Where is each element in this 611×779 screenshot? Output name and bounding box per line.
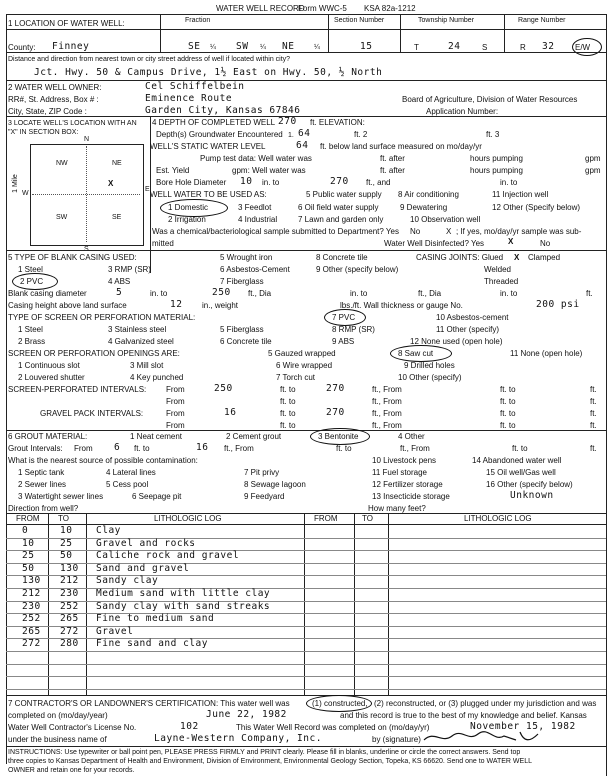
spi-ft-to: ft. to <box>280 385 296 394</box>
use-5: 5 Public water supply <box>306 190 382 199</box>
owner-name: Cel Schiffelbein <box>145 81 245 92</box>
gp-ft-from: ft., From <box>372 409 402 418</box>
gp2-from-label: From <box>166 421 185 430</box>
casing-1: 1 Steel <box>18 265 43 274</box>
range-number-label: Range Number <box>518 17 566 24</box>
owner-city: Garden City, Kansas 67846 <box>145 105 301 116</box>
bore-ft: ft., and <box>366 178 391 187</box>
groundwater-3-label: ft. 3 <box>486 130 500 139</box>
grout-4: 4 Other <box>398 432 425 441</box>
yield-label: Est. Yield <box>156 166 190 175</box>
screen-11: 11 Other (specify) <box>436 325 499 334</box>
quarter-3: NE <box>282 41 295 52</box>
location-label: 1 LOCATION OF WATER WELL: <box>8 19 125 28</box>
range-value: 32 <box>542 41 555 52</box>
opening-5: 5 Gauzed wrapped <box>268 349 336 358</box>
contam-4: 4 Lateral lines <box>106 468 156 477</box>
gi-ft-from: ft., From <box>224 444 254 453</box>
blank-ft2: ft. <box>586 289 593 298</box>
gi-value1: 6 <box>114 442 121 453</box>
signature-label: by (signature) <box>372 735 421 744</box>
owner-label: 2 WATER WELL OWNER: <box>8 83 102 92</box>
casing-5: 5 Wrought iron <box>220 253 273 262</box>
ksa-ref: KSA 82a-1212 <box>364 4 416 13</box>
business-label: under the business name of <box>8 735 107 744</box>
license-value: 102 <box>180 721 199 732</box>
instructions-3: OWNER and retain one for your records. <box>8 767 135 774</box>
gi-ft-from2: ft., From <box>400 444 430 453</box>
use-11: 11 Injection well <box>492 190 549 199</box>
bore-to: 270 <box>330 176 349 187</box>
ew-circle <box>572 38 602 56</box>
screen-9: 9 ABS <box>332 337 355 346</box>
log-description-cell: Medium sand with little clay <box>96 588 271 599</box>
use-2: 2 Irrigation <box>168 215 206 224</box>
section-box <box>30 144 144 246</box>
casing-label: 5 TYPE OF BLANK CASING USED: <box>8 253 137 262</box>
log-from-cell: 25 <box>22 550 35 562</box>
log-to-cell: 265 <box>60 613 79 625</box>
fraction-label: Fraction <box>185 17 211 24</box>
distance-value: Jct. Hwy. 50 & Campus Drive, 1½ East on Hwy. 50, ½ North <box>34 67 383 78</box>
use-4: 4 Industrial <box>238 215 278 224</box>
quarter-mark: ¼ <box>314 44 320 51</box>
casing-2: 2 PVC <box>20 277 44 286</box>
groundwater-label: Depth(s) Groundwater Encountered <box>156 130 283 139</box>
township-s: S <box>482 43 488 52</box>
opening-9: 9 Drilled holes <box>404 361 455 370</box>
cert-line1-rest: (2) reconstructed, or (3) plugged under my jurisdiction and was <box>374 699 597 708</box>
log-to-header: TO <box>58 514 69 523</box>
contam-14: 14 Abandoned water well <box>472 456 562 465</box>
openings-label: SCREEN OR PERFORATION OPENINGS ARE: <box>8 349 180 358</box>
spi2-ft-to2: ft. to <box>500 397 516 406</box>
log-from-cell: 0 <box>22 525 29 536</box>
county-value: Finney <box>52 41 90 52</box>
use-1: 1 Domestic <box>168 203 209 212</box>
cert-line1: 7 CONTRACTOR'S OR LANDOWNER'S CERTIFICATION: This water well was <box>8 699 290 708</box>
range-r: R <box>520 43 526 52</box>
use-3: 3 Feedlot <box>238 203 272 212</box>
screen-4: 4 Galvanized steel <box>108 337 174 346</box>
chem-sample: Was a chemical/bacteriological sample submitted to Department? Yes <box>152 227 399 236</box>
gp-to: 270 <box>326 407 345 418</box>
blank-label: Blank casing diameter <box>8 289 87 298</box>
opening-2: 2 Louvered shutter <box>18 373 85 382</box>
spi-from: 250 <box>214 383 233 394</box>
license-label: Water Well Contractor's License No. <box>8 723 137 732</box>
spi2-from-label: From <box>166 397 185 406</box>
spi-ft: ft. <box>590 385 597 394</box>
contam-1: 1 Septic tank <box>18 468 65 477</box>
contam-3: 3 Watertight sewer lines <box>18 492 104 501</box>
bore-label: Bore Hole Diameter <box>156 178 227 187</box>
log-from-cell: 130 <box>22 575 41 587</box>
contam-15: 15 Oil well/Gas well <box>486 468 556 477</box>
log-from-cell: 272 <box>22 638 41 650</box>
log-description-cell: Sandy clay <box>96 575 159 587</box>
spi-from-label: From <box>166 385 185 394</box>
distance-label: Distance and direction from nearest town or city street address of well if located within city? <box>8 56 291 63</box>
blank-to-value: 250 <box>212 287 231 298</box>
section-number-label: Section Number <box>334 17 385 24</box>
opening-7: 7 Torch cut <box>276 373 315 382</box>
blank-to: in. to <box>150 289 168 298</box>
log-to-cell: 25 <box>60 537 73 549</box>
contam-7: 7 Pit privy <box>244 468 280 477</box>
screen-1: 1 Steel <box>18 325 43 334</box>
use-12: 12 Other (Specify below) <box>492 203 581 212</box>
west-label: W <box>22 190 29 197</box>
casing-6: 6 Asbestos-Cement <box>220 265 290 274</box>
log-from-cell: 212 <box>22 588 41 599</box>
nw-label: NW <box>56 160 68 167</box>
log-from-header: FROM <box>16 514 40 523</box>
chem-x: X <box>446 227 452 236</box>
gi-to: ft. to <box>134 444 150 453</box>
gp2-ft-to: ft. to <box>280 421 296 430</box>
location-x-mark: X <box>108 179 114 188</box>
log-from-cell: 10 <box>22 537 35 549</box>
section-value: 15 <box>360 41 373 52</box>
north-label: N <box>84 136 90 143</box>
use-9: 9 Dewatering <box>400 203 448 212</box>
use-6: 6 Oil field water supply <box>298 203 379 212</box>
log-from-header-2: FROM <box>314 514 338 523</box>
height-value: 12 <box>170 299 183 310</box>
screen-6: 6 Concrete tile <box>220 337 272 346</box>
owner-address: Eminence Route <box>145 93 233 104</box>
log-to-cell: 212 <box>60 575 79 587</box>
casing-3: 3 RMP (SR) <box>108 265 151 274</box>
casing-4: 4 ABS <box>108 277 131 286</box>
opening-6: 6 Wire wrapped <box>276 361 333 370</box>
bore-value: 10 <box>240 176 253 187</box>
log-from-cell: 230 <box>22 600 41 612</box>
business-name: Layne-Western Company, Inc. <box>154 733 322 744</box>
grout-intervals-label: Grout Intervals: <box>8 444 63 453</box>
gp-label: GRAVEL PACK INTERVALS: <box>40 409 144 418</box>
south-label: S <box>84 246 89 253</box>
quarter-2: SW <box>236 41 249 52</box>
spi2-ft-to: ft. to <box>280 397 296 406</box>
opening-10: 10 Other (specify) <box>398 373 462 382</box>
blank-in2: in. to <box>500 289 518 298</box>
weight-rest: lbs./ft. Wall thickness or gauge No. <box>340 301 463 310</box>
township-value: 24 <box>448 41 461 52</box>
weight-label: in., weight <box>202 301 239 310</box>
chem-rest: ; If yes, mo/day/yr sample was sub- <box>456 227 582 236</box>
spi-label: SCREEN-PERFORATED INTERVALS: <box>8 385 147 394</box>
casing-8: 8 Concrete tile <box>316 253 368 262</box>
yield-rest: gpm: Well water was <box>232 166 306 175</box>
log-litho-header: LITHOLOGIC LOG <box>154 514 222 523</box>
ne-label: NE <box>112 160 122 167</box>
range-ew: E/W <box>575 43 591 52</box>
contam-5: 5 Cess pool <box>106 480 149 489</box>
bore-in2: in. to <box>500 178 518 187</box>
log-description-cell: Sand and gravel <box>96 562 190 574</box>
yield-gpm: gpm <box>585 166 601 175</box>
board-label: Board of Agriculture, Division of Water Resources <box>402 95 578 104</box>
elevation-label: ft. ELEVATION: <box>310 118 365 127</box>
gp-from: 16 <box>224 407 237 418</box>
bore-in: in. to <box>262 178 280 187</box>
log-description-cell: Caliche rock and gravel <box>96 550 240 562</box>
depth-label: 4 DEPTH OF COMPLETED WELL <box>152 118 276 127</box>
screen-5: 5 Fiberglass <box>220 325 264 334</box>
signature-graphic <box>420 728 550 746</box>
howmany-label: How many feet? <box>368 504 426 513</box>
township-t: T <box>414 43 419 52</box>
blank-in: in. to <box>350 289 368 298</box>
quarter-1: SE <box>188 41 201 52</box>
use-8: 8 Air conditioning <box>398 190 459 199</box>
application-number-label: Application Number: <box>426 107 499 116</box>
log-to-cell: 252 <box>60 600 79 612</box>
cert-completed-label: completed on (mo/day/year) <box>8 711 108 720</box>
log-description-cell: Fine sand and clay <box>96 638 208 650</box>
blank-dia: ft., Dia <box>248 289 272 298</box>
casing-7: 7 Fiberglass <box>220 277 264 286</box>
address-label: RR#, St. Address, Box # : <box>8 95 99 104</box>
gp-ft-to2: ft. to <box>500 409 516 418</box>
contam-16: 16 Other (specify below) <box>486 480 573 489</box>
contam-12: 12 Fertilizer storage <box>372 480 443 489</box>
gp2-ft-to2: ft. to <box>500 421 516 430</box>
gp-from-label: From <box>166 409 185 418</box>
county-label: County: <box>8 43 36 52</box>
contam-13: 13 Insecticide storage <box>372 492 450 501</box>
city-label: City, State, ZIP Code : <box>8 107 87 116</box>
static-label: WELL'S STATIC WATER LEVEL <box>150 142 266 151</box>
disinfected-label: Water Well Disinfected? Yes <box>384 239 485 248</box>
instructions-2: three copies to Kansas Department of Health and Environment, Division of Environment, Environmental Geology Section, Topeka, KS 66620. Send one to WATER WELL <box>8 758 532 765</box>
spi2-ft: ft. <box>590 397 597 406</box>
use-10: 10 Observation well <box>410 215 481 224</box>
direction-label: Direction from well? <box>8 504 79 513</box>
screen-label: TYPE OF SCREEN OR PERFORATION MATERIAL: <box>8 313 196 322</box>
screen-10: 10 Asbestos-cement <box>436 313 509 322</box>
pump-hours: hours pumping <box>470 154 523 163</box>
contam-2: 2 Sewer lines <box>18 480 67 489</box>
spi-ft-from: ft., From <box>372 385 402 394</box>
yield-after: ft. after <box>380 166 405 175</box>
quarter-mark: ¼ <box>210 44 216 51</box>
cert-date: June 22, 1982 <box>206 709 287 720</box>
screen-12: 12 None used (open hole) <box>410 337 503 346</box>
quarter-mark: ¼ <box>260 44 266 51</box>
pvc-circle <box>12 273 58 290</box>
casing-9: 9 Other (specify below) <box>316 265 399 274</box>
pump-gpm: gpm <box>585 154 601 163</box>
casing-joints: CASING JOINTS: Glued <box>416 253 504 262</box>
opening-3: 3 Mill slot <box>130 361 164 370</box>
depth-value: 270 <box>278 116 297 127</box>
log-description-cell: Gravel and rocks <box>96 537 196 549</box>
gp2-ft-from: ft., From <box>372 421 402 430</box>
bentonite-circle <box>310 428 370 445</box>
opening-11: 11 None (open hole) <box>510 349 583 358</box>
east-label: E <box>145 186 150 193</box>
grout-1: 1 Neat cement <box>130 432 183 441</box>
log-to-cell: 50 <box>60 550 73 562</box>
blank-value: 5 <box>116 287 123 298</box>
form-number: Form WWC-5 <box>298 4 347 13</box>
static-rest: ft. below land surface measured on mo/day/yr <box>320 142 482 151</box>
yield-hours: hours pumping <box>470 166 523 175</box>
screen-2: 2 Brass <box>18 337 46 346</box>
log-from-cell: 265 <box>22 625 41 637</box>
contam-label: What is the nearest source of possible contamination: <box>8 456 198 465</box>
log-to-cell: 280 <box>60 638 79 650</box>
chem-no: No <box>410 227 421 236</box>
log-litho-header-2: LITHOLOGIC LOG <box>464 514 532 523</box>
township-number-label: Township Number <box>418 17 475 24</box>
screen-7: 7 PVC <box>332 313 356 322</box>
cert-line2-rest: and this record is true to the best of my knowledge and belief. Kansas <box>340 711 587 720</box>
screen-3: 3 Stainless steel <box>108 325 167 334</box>
gauge-value: 200 psi <box>536 299 580 310</box>
pump-after: ft. after <box>380 154 405 163</box>
log-from-cell: 50 <box>22 562 35 574</box>
screen-8: 8 RMP (SR) <box>332 325 375 334</box>
contam-6: 6 Seepage pit <box>132 492 182 501</box>
log-to-cell: 230 <box>60 588 79 599</box>
gp-ft: ft. <box>590 409 597 418</box>
record-completed-label: This Water Well Record was completed on (mo/day/yr) <box>236 723 430 732</box>
static-value: 64 <box>296 140 309 151</box>
use-7: 7 Lawn and garden only <box>298 215 384 224</box>
spi2-ft-from: ft., From <box>372 397 402 406</box>
gi-value2: 16 <box>196 442 209 453</box>
log-to-cell: 130 <box>60 562 79 574</box>
sw-label: SW <box>56 214 68 221</box>
log-description-cell: Fine to medium sand <box>96 613 215 625</box>
cert-constructed: (1) constructed, <box>312 699 368 708</box>
height-label: Casing height above land surface <box>8 301 127 310</box>
groundwater-2-label: ft. 2 <box>354 130 368 139</box>
form-title: WATER WELL RECORD <box>216 4 305 13</box>
log-to-header-2: TO <box>362 514 373 523</box>
sawcut-circle <box>390 345 452 362</box>
record-date: November 15, 1982 <box>470 721 576 732</box>
log-from-cell: 252 <box>22 613 41 625</box>
opening-4: 4 Key punched <box>130 373 184 382</box>
grout-2: 2 Cement grout <box>226 432 282 441</box>
groundwater-1: 64 <box>298 128 311 139</box>
spi-to: 270 <box>326 383 345 394</box>
section3-label: 3 LOCATE WELL'S LOCATION WITH AN "X" IN SECTION BOX: <box>8 120 137 136</box>
gi-from: From <box>74 444 93 453</box>
gp-ft-to: ft. to <box>280 409 296 418</box>
contam-unknown: Unknown <box>510 490 554 501</box>
log-description-cell: Gravel <box>96 625 134 637</box>
log-description-cell: Clay <box>96 525 121 536</box>
joints-clamped: Clamped <box>528 253 561 262</box>
opening-8: 8 Saw cut <box>398 349 434 358</box>
use-label: WELL WATER TO BE USED AS: <box>150 190 267 199</box>
contam-9: 9 Feedyard <box>244 492 285 501</box>
opening-1: 1 Continuous slot <box>18 361 80 370</box>
grout-label: 6 GROUT MATERIAL: <box>8 432 88 441</box>
gi-to2: ft. to <box>336 444 352 453</box>
joints-threaded: Threaded <box>484 277 519 286</box>
gp2-ft: ft. <box>590 421 597 430</box>
joints-welded: Welded <box>484 265 511 274</box>
gi-ft3: ft. <box>590 444 597 453</box>
joints-x: X <box>514 253 520 262</box>
contam-8: 8 Sewage lagoon <box>244 480 306 489</box>
disinfected-x: X <box>508 237 514 246</box>
log-to-cell: 10 <box>60 525 73 536</box>
spi-ft-to2: ft. to <box>500 385 516 394</box>
screen-pvc-circle <box>324 309 366 326</box>
disinfected-no: No <box>540 239 551 248</box>
log-description-cell: Sandy clay with sand streaks <box>96 600 271 612</box>
se-label: SE <box>112 214 122 221</box>
gi-to3: ft. to <box>512 444 528 453</box>
pump-label: Pump test data: Well water was <box>200 154 312 163</box>
instructions-1: INSTRUCTIONS: Use typewriter or ball point pen, PLEASE PRESS FIRMLY and PRINT clearly. Please fill in blanks, underline or circle the correct answers. Send top <box>8 749 521 756</box>
chem-mitted: mitted <box>152 239 174 248</box>
grout-3: 3 Bentonite <box>318 432 359 441</box>
mile-label: 1 Mile <box>11 174 19 193</box>
blank-ft: ft., Dia <box>418 289 442 298</box>
constructed-circle <box>306 695 372 712</box>
log-to-cell: 272 <box>60 625 79 637</box>
contam-10: 10 Livestock pens <box>372 456 437 465</box>
contam-11: 11 Fuel storage <box>372 468 427 477</box>
